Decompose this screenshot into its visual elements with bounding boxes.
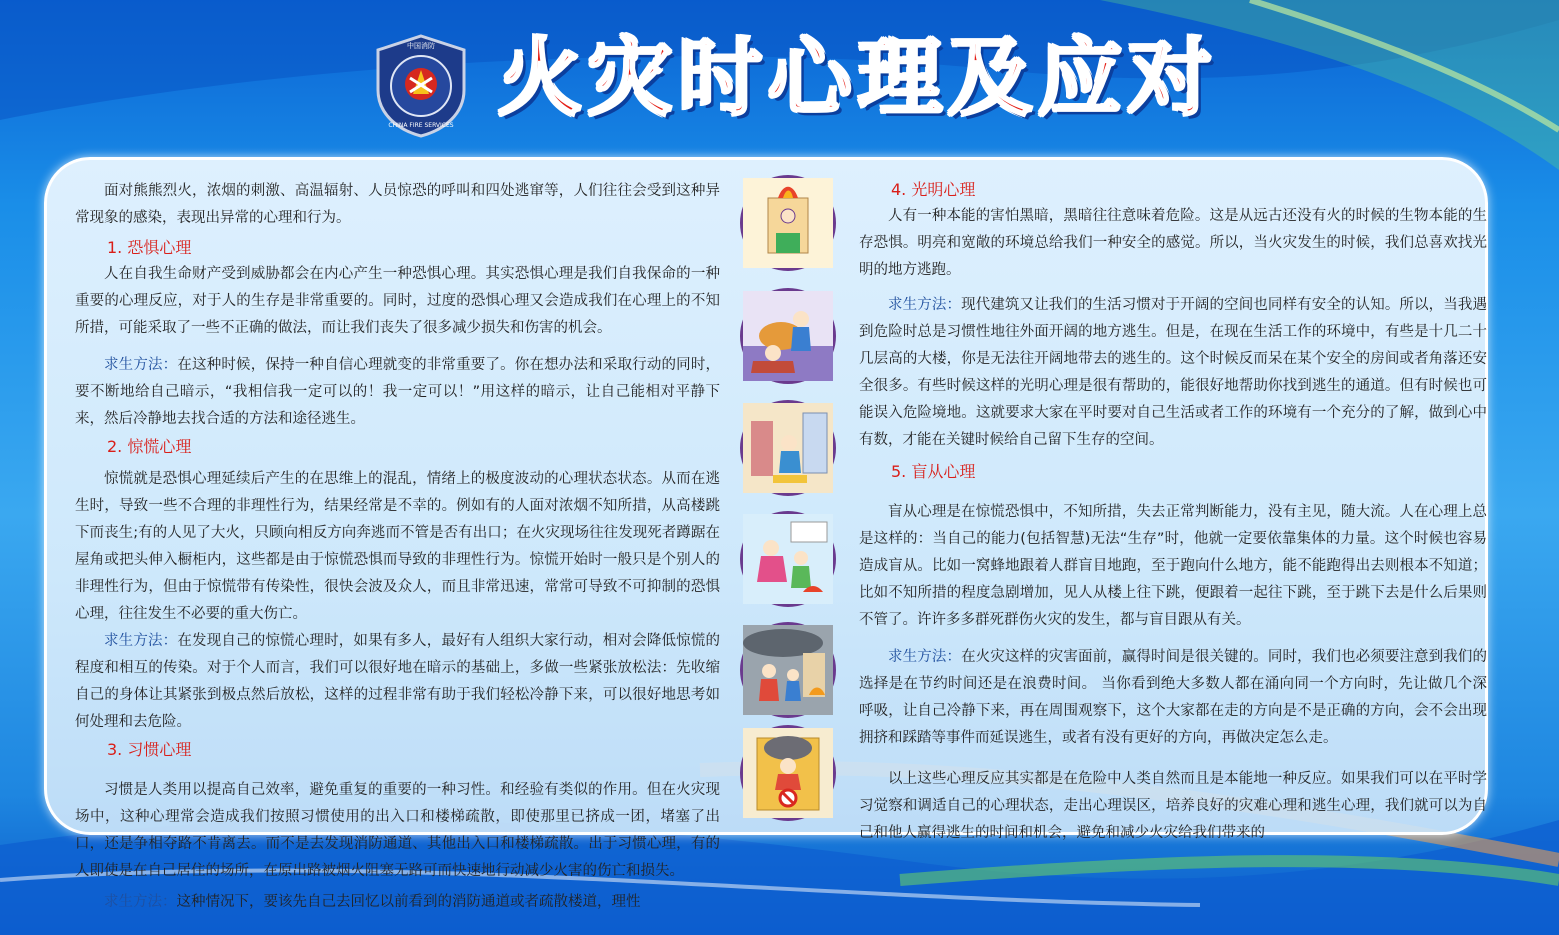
- illustration-panic-crowd: [740, 511, 836, 607]
- page-title: 火灾时心理及应对: [498, 29, 1219, 127]
- conclusion-text: 以上这些心理反应其实都是在危险中人类自然而且是本能地一种反应。如果我们可以在平时学习觉察和调适自己的心理状态，走出心理误区，培养良好的灾难心理和逃生心理，我们就可以为自己和他人赢得逃生的时间和机会，避免和减少火灾给我们带来的: [859, 771, 1487, 841]
- light-method-label: 求生方法：: [888, 297, 962, 313]
- heading-habit: 3. 习惯心理: [107, 740, 192, 759]
- follow-text: 盲从心理是在惊慌恐惧中，不知所措，失去正常判断能力，没有主见，随大流。人在心理上总是这样的：当自己的能力(包括智慧)无法“生存”时，他就一定要依靠集体的力量。这个时候也容易造成盲从。比如一窝蜂地跟着人群盲目地跑，至于跑向什么地方，能不能跑得出去则根本不知道；比如不知所措的程度急剧增加，见人从楼上往下跳，便跟着一起往下跳，至于跳下去是什么后果则不管了。许许多多群死群伤火灾的发生，都与盲目跟从有关。: [859, 504, 1487, 628]
- heading-panic: 2. 惊慌心理: [107, 437, 192, 456]
- panic-text: 惊慌就是恐惧心理延续后产生的在思维上的混乱，情绪上的极度波动的心理状态状态。从而在逃生时，导致一些不合理的非理性行为，结果经常是不幸的。例如有的人面对浓烟不知所措，从高楼跳下而丧生;有的人见了大火，只顾向相反方向奔逃而不管是否有出口；在火灾现场往往发现死者蹲踞在屋角或把头伸入橱柜内，这些都是由于惊慌恐惧而导致的非理性行为。惊慌开始时一般只是个别人的非理性行为，但由于惊慌带有传染性，很快会波及众人，而且非常迅速，常常可导致不可抑制的恐惧心理，往往发生不必要的重大伤亡。: [75, 471, 720, 622]
- panic-crowd-icon: [743, 514, 833, 604]
- svg-text:中国消防: 中国消防: [407, 42, 435, 50]
- follow-method-label: 求生方法：: [888, 649, 962, 665]
- habit-method-label: 求生方法：: [104, 894, 177, 910]
- intro-text: 面对熊熊烈火，浓烟的刺激、高温辐射、人员惊恐的呼叫和四处逃窜等，人们往往会受到这种异常现象的感染，表现出异常的心理和行为。: [75, 183, 720, 226]
- svg-text:CHINA FIRE SERVICES: CHINA FIRE SERVICES: [388, 122, 454, 129]
- no-elevator-icon: [743, 728, 833, 818]
- habit-text: 习惯是人类用以提高自己效率，避免重复的重要的一种习性。和经验有类似的作用。但在火灾现场中，这种心理常会造成我们按照习惯使用的出入口和楼梯疏散，即使那里已挤成一团，堵塞了出口，还是争相夺路不肯离去。而不是去发现消防通道、其他出入口和楼梯疏散。出于习惯心理，有的人即使是在自己居住的场所，在原出路被烟火阻塞无路可而快速地行动减少火害的伤亡和损失。: [75, 782, 720, 879]
- fear-method-label: 求生方法：: [104, 357, 178, 373]
- illustration-pillow-smoke: [740, 288, 836, 384]
- light-text: 人有一种本能的害怕黑暗，黑暗往往意味着危险。这是从远古还没有火的时候的生物本能的生存恐惧。明亮和宽敞的环境总给我们一种安全的感觉。所以，当火灾发生的时候，我们总喜欢找光明的地方逃跑。: [859, 208, 1487, 278]
- door-exit-icon: [743, 403, 833, 493]
- fear-text: 人在自我生命财产受到威胁都会在内心产生一种恐惧心理。其实恐惧心理是我们自我保命的一种重要的心理反应，对于人的生存是非常重要的。同时，过度的恐惧心理又会造成我们在心理上的不知所措，可能采取了一些不正确的做法，而让我们丧失了很多减少损失和伤害的机会。: [75, 266, 720, 336]
- habit-method-text: 这种情况下，要该先自己去回忆以前看到的消防通道或者疏散楼道，理性: [176, 894, 641, 910]
- illustration-fire-building: [740, 175, 836, 271]
- pillow-smoke-icon: [743, 291, 833, 381]
- heading-follow: 5. 盲从心理: [891, 462, 976, 481]
- light-method-text: 现代建筑又让我们的生活习惯对于开阔的空间也同样有安全的认知。所以，当我遇到危险时总是习惯性地往外面开阔的地方逃生。但是，在现在生活工作的环境中，有些是十几二十几层高的大楼，你是无法往开阔地带去的逃生的。这个时候反而呆在某个安全的房间或者角落还安全很多。有些时候这样的光明心理是很有帮助的，能很好地帮助你找到逃生的通道。但有时候也可能误入危险境地。这就要求大家在平时要对自己生活或者工作的环境有一个充分的了解，做到心中有数，才能在关键时候给自己留下生存的空间。: [859, 297, 1487, 448]
- fire-service-badge-icon: [370, 32, 472, 140]
- right-column: [859, 176, 1487, 847]
- fear-method-text: 在这种时候，保持一种自信心理就变的非常重要了。你在想办法和采取行动的同时，要不断地给自己暗示，“我相信我一定可以的！我一定可以！”用这样的暗示，让自己能相对平静下来，然后冷静地去找合适的方法和途径逃生。: [75, 357, 721, 427]
- illustration-no-elevator: [740, 725, 836, 821]
- panic-method-text: 在发现自己的惊慌心理时，如果有多人，最好有人组织大家行动，相对会降低惊慌的程度和相互的传染。对于个人而言，我们可以很好地在暗示的基础上，多做一些紧张放松法：先收缩自己的身体让其紧张到极点然后放松，这样的过程非常有助于我们轻松冷静下来，可以很好地思考如何处理和去危险。: [75, 633, 721, 730]
- fire-building-icon: [743, 178, 833, 268]
- follow-method-text: 在火灾这样的灾害面前，赢得时间是很关键的。同时，我们也必须要注意到我们的选择是在节约时间还是在浪费时间。 当你看到绝大多数人都在涌向同一个方向时，先让做几个深呼吸，让自己冷静下来，再在周围观察下，这个大家都在走的方向是不是正确的方向，会不会出现拥挤和踩踏等事件而延误逃生，或者有没有更好的方向，再做决定怎么走。: [859, 649, 1487, 746]
- heading-light: 4. 光明心理: [891, 180, 976, 199]
- left-column: [75, 178, 720, 916]
- illustration-smoke-corridor: [740, 622, 836, 718]
- smoke-corridor-icon: [743, 625, 833, 715]
- panic-method-label: 求生方法：: [104, 633, 178, 649]
- content-panel: [44, 157, 1488, 910]
- heading-fear: 1. 恐惧心理: [107, 238, 192, 257]
- illustration-door-exit: [740, 400, 836, 496]
